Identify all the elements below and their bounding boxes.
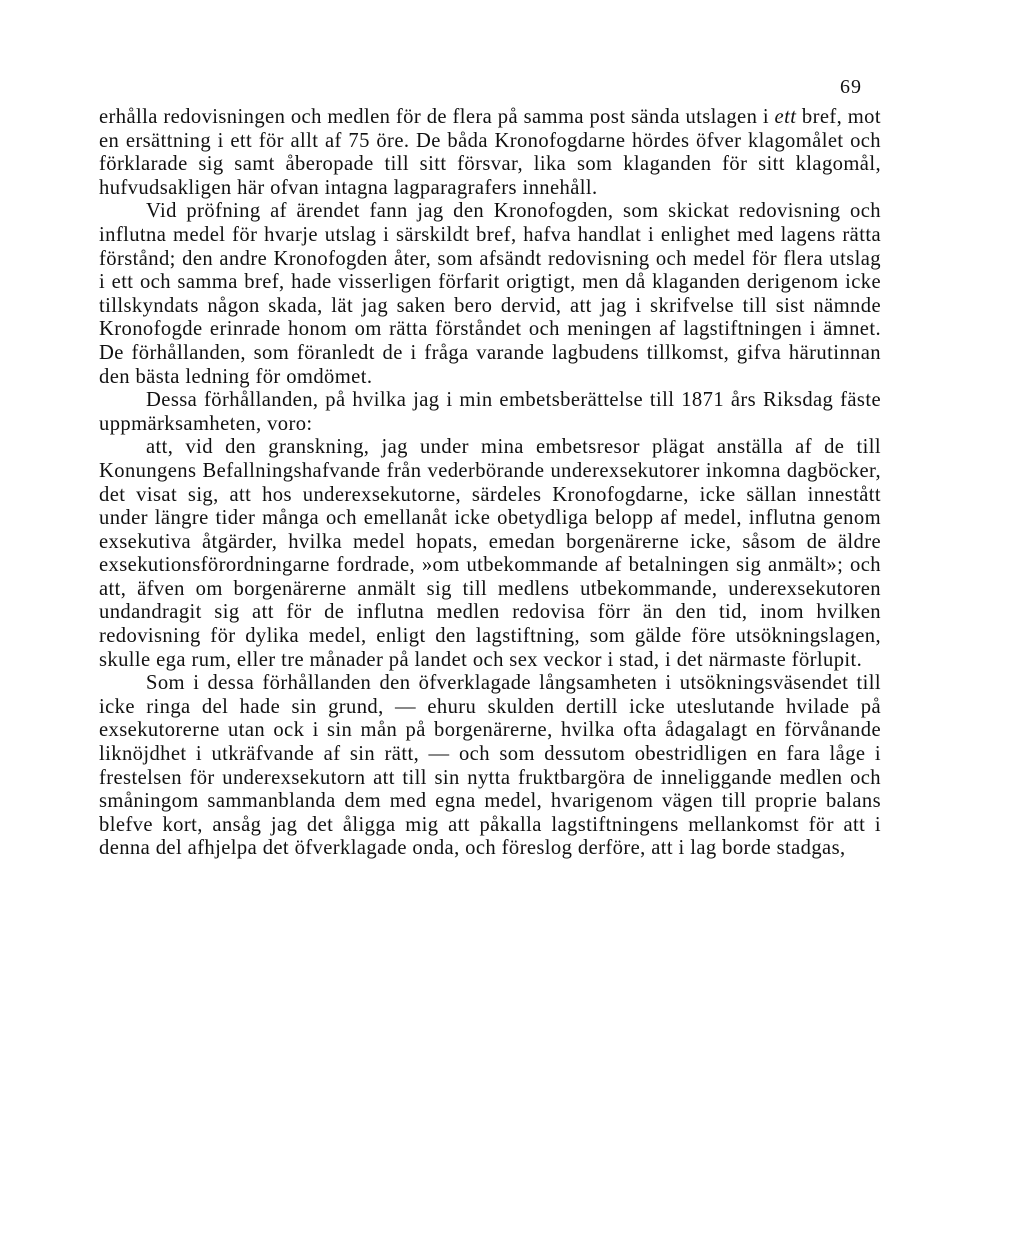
paragraph-1-text-end: bref, mot en ersättning i ett för allt af 75 öre. De båda Kronofogdarne hördes öfver klagomålet och förklarade sig samt åberopade till sitt försvar, lika som klaganden för sitt klagomål, hufvudsakligen här ofvan intagna lagparagrafers innehåll. <box>99 106 882 199</box>
paragraph-3: Dessa förhållanden, på hvilka jag i min embetsberättelse till 1871 års Riksdag fäste uppmärksamheten, voro: <box>99 389 881 435</box>
paragraph-1 <box>99 106 881 200</box>
paragraph-5: Som i dessa förhållanden den öfverklagade långsamheten i utsökningsväsendet till icke ringa del hade sin grund, — ehuru skulden dertill icke uteslutande hvilade på exsekutorerne utan ock i sin mån på borgenärerne, hvilka ofta ådagalagt en förvånande liknöjdhet i utkräfvande af sin rätt, — och som dessutom obestridligen en fara låge i frestelsen för underexsekutorn att till sin nytta fruktbargöra de inneliggande medlen och småningom sammanblanda dem med egna medel, hvarigenom vägen till proprie balans blefve kort, ansåg jag det åligga mig att påkalla lagstiftningens mellankomst för att i denna del afhjelpa det öfverklagade onda, och föreslog derföre, att i lag borde stadgas, <box>99 672 881 860</box>
paragraph-1-text-start: erhålla redovisningen och medlen för de flera på samma post sända utslagen i <box>99 106 775 128</box>
body-text <box>99 106 881 861</box>
paragraph-1-emphasis: ett <box>774 106 797 128</box>
page-number: 69 <box>840 76 862 98</box>
paragraph-2: Vid pröfning af ärendet fann jag den Kronofogden, som skickat redovisning och influtna medel för hvarje utslag i särskildt bref, hafva handlat i enlighet med lagens rätta förstånd; den andre Kronofogden åter, som afsändt redovisning och medel för flera utslag i ett och samma bref, hade visserligen förfarit origtigt, men då klaganden derigenom icke tillskyndats någon skada, lät jag saken bero dervid, att jag i skrifvelse till sist nämnde Kronofogde erinrade honom om rätta förståndet och meningen af lagstiftningen i ämnet. De förhållanden, som föranledt de i fråga varande lagbudens tillkomst, gifva härutinnan den bästa ledning för omdömet. <box>99 200 881 388</box>
paragraph-4: att, vid den granskning, jag under mina embetsresor plägat anställa af de till Konungens Befallningshafvande från vederbörande underexsekutorer inkomna dagböcker, det visat sig, att hos underexsekutorne, särdeles Kronofogdarne, icke sällan innestått under längre tider många och emellanåt icke obetydliga belopp af medel, influtna genom exsekutiva åtgärder, hvilka medel hopats, emedan borgenärerne icke, såsom de äldre exsekutionsförordningarne fordrade, »om utbekommande af betalningen sig anmält»; och att, äfven om borgenärerne anmält sig till medlens utbekommande, underexsekutoren undandragit sig att för de influtna medlen redovisa förr än den tid, inom hvilken redovisning för dylika medel, enligt den lagstiftning, som gälde före utsökningslagen, skulle ega rum, eller tre månader på landet och sex veckor i stad, i det närmaste förlupit. <box>99 436 881 671</box>
